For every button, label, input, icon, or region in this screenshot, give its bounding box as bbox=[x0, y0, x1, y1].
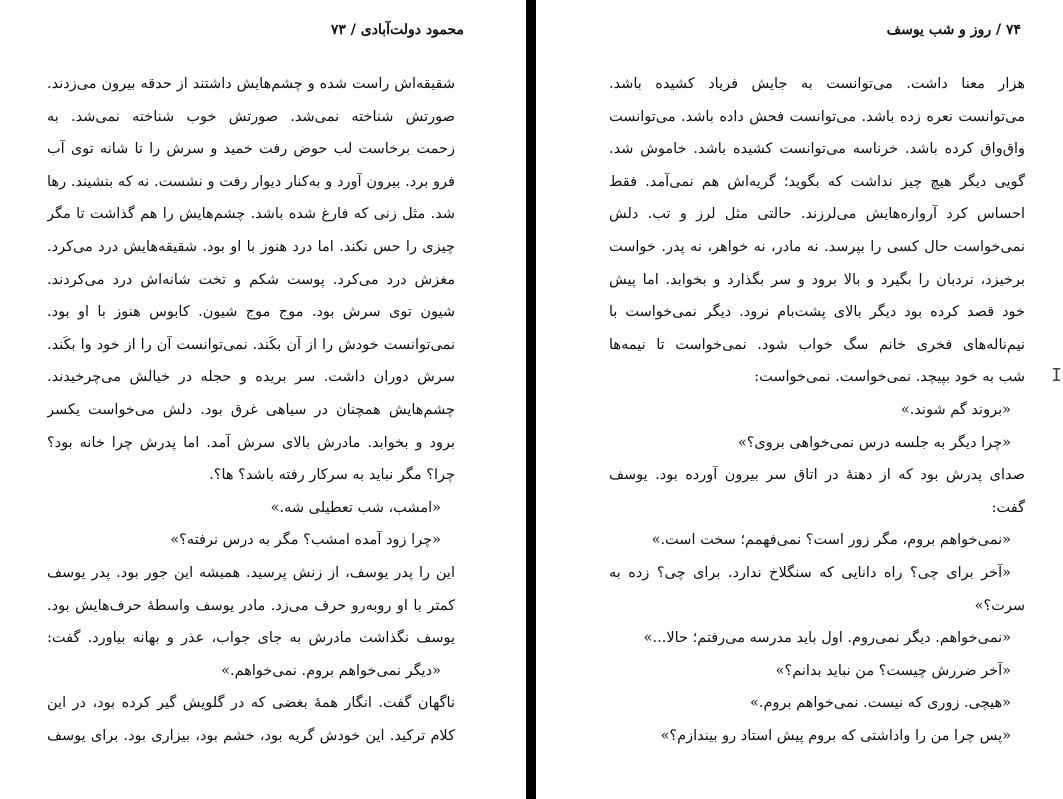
dialogue-line: «هیچی. زوری که نیست. نمی‌خواهم بروم.» bbox=[750, 695, 1011, 712]
right-page bbox=[536, 0, 1063, 799]
dialogue-line: «بروند گم شوند.» bbox=[900, 401, 1011, 418]
dialogue-line: «نمی‌خواهم. دیگر نمی‌روم. اول باید مدرسه می‌رفتم؛ حالا...» bbox=[643, 630, 1011, 647]
text-line: شقیقه‌اش راست شده و چشم‌هایش داشتند از حدقه بیرون می‌زدند. bbox=[47, 76, 455, 92]
text-line: نمی‌توانست خودش را از آن بکَند. نمی‌توانست آن را از خود وا بکَند. bbox=[47, 336, 455, 353]
text-line: نیم‌ناله‌های فخری خانم سگ خواب شود. نمی‌خواست تا نیمه‌ها bbox=[609, 336, 1025, 353]
text-line: صورتش شناخته نمی‌شد. صورتش خوب شناخته نمی‌شد. به bbox=[47, 108, 455, 125]
dialogue-line: «آخر ضررش چیست؟ من نباید بدانم؟» bbox=[775, 662, 1011, 679]
text-line: گویی دیگر هیچ چیز نداشت که بگوید؛ گریه‌اش هم نمی‌آمد. فقط bbox=[609, 173, 1025, 190]
dialogue-line: «امشب، شب تعطیلی شه.» bbox=[270, 499, 441, 516]
page-header-left: محمود دولت‌آبادی / ۷۳ bbox=[330, 22, 464, 38]
text-line: شب به خود بپیچد. نمی‌خواست. نمی‌خواست: bbox=[754, 369, 1025, 386]
text-line: یوسف نگذاشت مادرش به جای جواب، عذر و بهانه بیاورد. گفت: bbox=[47, 630, 455, 647]
text-line: نمی‌خواست حال کسی را بپرسد. نه مادر، نه خواهر، نه پدر. خواست bbox=[609, 238, 1025, 255]
dialogue-line: «چرا دیگر به جلسه درس نمی‌خواهی بروی؟» bbox=[737, 434, 1011, 451]
text-line: چیزی را حس نکند. اما درد هنوز با او بود. شقیقه‌هایش درد می‌کرد. bbox=[47, 238, 455, 255]
text-line: برخیزد، نردبان را بگیرد و بالا برود و سر بگذارد و بخوابد. اما پیش bbox=[609, 271, 1025, 288]
text-line: سرش دوران داشت. سر بریده و حجله در خیالش می‌چرخیدند. bbox=[47, 369, 455, 386]
text-line: چرا؟ مگر نباید به سرکار رفته باشد؟ ها؟. bbox=[209, 467, 455, 484]
dialogue-line: «دیگر نمی‌خواهم بروم. نمی‌خواهم.» bbox=[221, 662, 441, 679]
dialogue-line: «چرا زود آمده امشب؟ مگر به درس نرفته؟» bbox=[170, 532, 441, 549]
text-cursor-icon: I bbox=[1051, 365, 1062, 386]
text-line: خود قصد کرده بود دیگر بالای پشت‌بام نرود. دیگر نمی‌خواست با bbox=[609, 304, 1025, 321]
text-line: چشم‌هایش همچنان در سیاهی غرق بود. دلش می‌خواست یکسر bbox=[47, 401, 455, 418]
text-line: کمتر با او روبه‌رو حرف می‌زد. مادر یوسف واسطهٔ حرف‌هایش بود. bbox=[47, 597, 455, 614]
text-line: صدای پدرش بود که از دهنهٔ در اتاق سر بیرون آورده بود. یوسف bbox=[609, 467, 1025, 484]
text-line: زحمت برخاست لب حوض رفت خمید و سرش را تا شانه توی آب bbox=[47, 141, 455, 158]
text-line: می‌توانست نعره زده باشد. می‌توانست فحش داده باشد. می‌توانست bbox=[609, 108, 1025, 125]
text-line: واق‌واق کرده باشد. خرناسه می‌توانست کشیده باشد. خاموش شد. bbox=[609, 141, 1025, 158]
text-line: گفت: bbox=[991, 499, 1025, 516]
text-line: هزار معنا داشت. می‌توانست به جایش فریاد کشیده باشد. bbox=[609, 76, 1025, 92]
page-divider bbox=[526, 0, 536, 799]
dialogue-line: «آخر برای چی؟ راه دانایی که سنگلاخ ندارد. برای چی؟ زده به bbox=[609, 564, 1011, 581]
left-page bbox=[0, 0, 526, 799]
text-line: برود و بخوابد. مادرش بالای سرش آمد. اما پدرش چرا خانه بود؟ bbox=[47, 434, 455, 451]
text-line: این را پدر یوسف، از زنش پرسید. همیشه این جور بود. پدر یوسف bbox=[47, 564, 455, 581]
dialogue-line: «نمی‌خواهم بروم، مگر زور است؟ نمی‌فهمم؛ سخت است.» bbox=[651, 532, 1011, 549]
text-line: احساس کرد آرواره‌هایش می‌لرزند. حالتی مثل لرز و تب. دلش bbox=[609, 206, 1025, 223]
text-line: شیون توی سرش بود. موج موج شیون. کابوس هنوز با او بود. bbox=[47, 304, 455, 321]
text-line: مغزش درد می‌کرد. پوست شکم و تخت شانه‌اش درد می‌کردند. bbox=[47, 271, 455, 288]
text-line: ناگهان گفت. انگار همهٔ بغضی که در گلویش گیر کرده بود، در این bbox=[47, 695, 455, 712]
text-line: شد. مثل زنی که فارغ شده باشد. چشم‌هایش را هم گذاشت تا مگر bbox=[47, 206, 455, 223]
page-body-left bbox=[47, 68, 455, 752]
text-line: سرت؟» bbox=[974, 597, 1025, 614]
page-header-right: ۷۴ / روز و شب یوسف bbox=[886, 22, 1021, 38]
page-body-right bbox=[609, 68, 1025, 752]
text-line: فرو برد. بیرون آورد و به‌کنار دیوار رفت و نشست. نه که بنشیند. رها bbox=[47, 173, 455, 190]
text-line: کلام ترکید. این خودش گریه بود، خشم بود، بیزاری بود. برای یوسف bbox=[47, 727, 455, 744]
dialogue-line: «پس چرا من را واداشتی که بروم پیش استاد رو بیندازم؟» bbox=[660, 727, 1011, 744]
